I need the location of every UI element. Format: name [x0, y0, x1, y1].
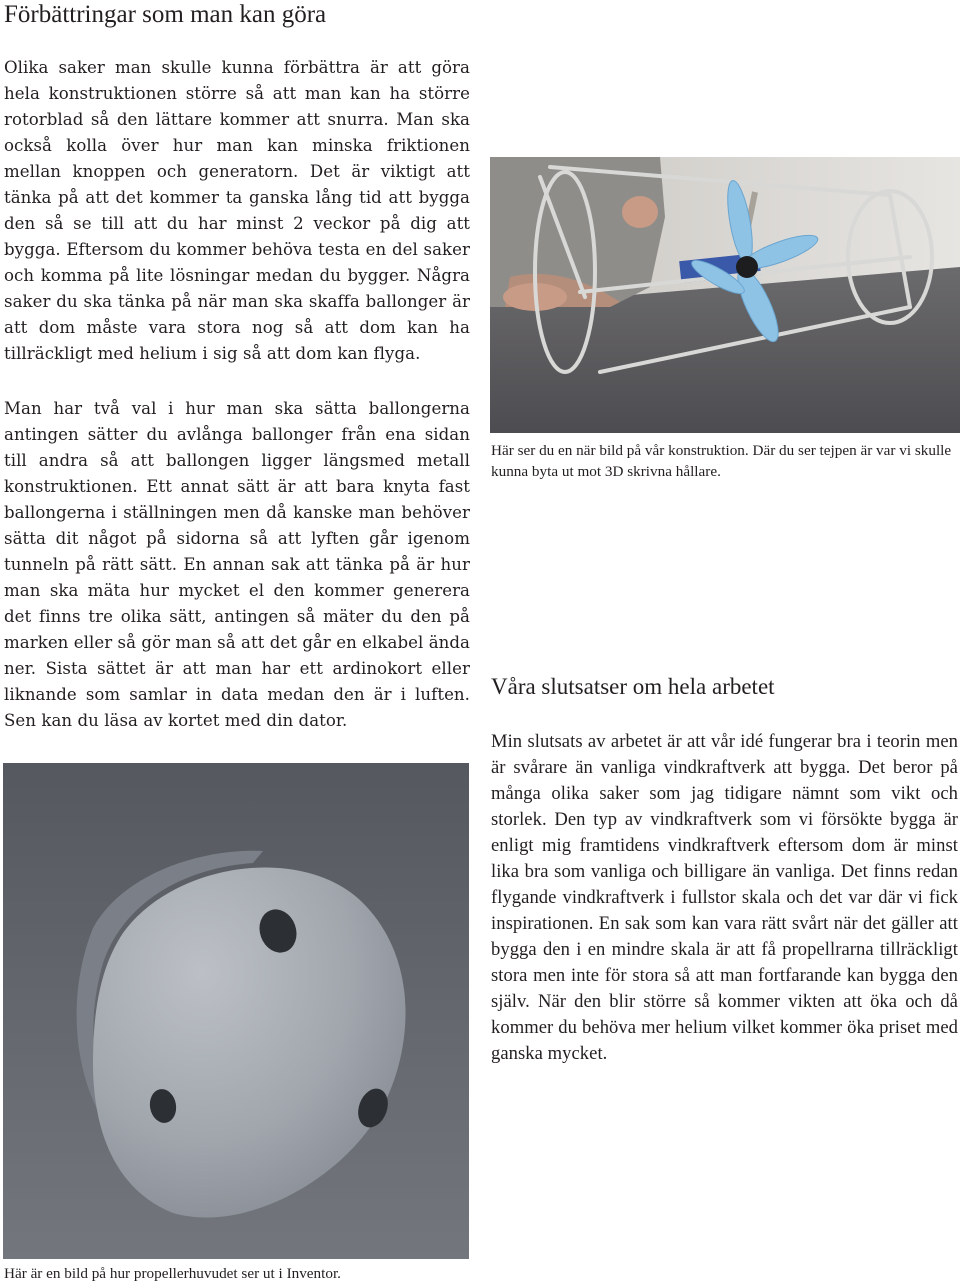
body-paragraph-improvements: Olika saker man skulle kunna förbättra är att göra hela konstruktionen större så att man kan ha större rotorblad så den lättare kommer att snurra. Man ska också kolla över hur man kan minska friktionen mellan knoppen och generatorn. Det är viktigt att tänka på att det kommer ta ganska lång tid att bygga den så se till att du har minst 2 veckor på dig att bygga. Eftersom du kommer behöva testa en del saker och komma på lite lösningar medan du bygger. Några saker du ska tänka på när man ska skaffa ballonger är att dom måste vara stora nog så att dom kan ha tillräckligt med helium i sig så att dom kan flyga. — [4, 58, 470, 363]
construction-photo — [490, 157, 960, 433]
propeller-head-render — [3, 763, 469, 1259]
body-paragraph-conclusions: Min slutsats av arbetet är att vår idé fungerar bra i teorin men är svårare än vanliga vindkraftverk att bygga. Det beror på många olika saker som jag tidigare nämnt som vikt och storlek. Den typ av vindkraftverk som vi försökte bygga är enligt mig framtidens vindkraftverk eftersom dom är minst lika bra som vanliga och billigare än vanliga. Det finns redan flygande vindkraftverk i fullstor skala och det var där vi fick inspirationen. En sak som kan vara rätt svårt när det gäller att bygga den i en mindre skala är att få propellrarna tillräckligt stora men inte för stora så att man fortfarande kan bygga den själv. När den blir större så kommer vikten att öka och då kommer du behöva mer helium vilket kommer öka priset med ganska mycket. — [491, 731, 958, 1064]
section-heading-conclusions: Våra slutsatser om hela arbetet — [491, 674, 775, 699]
page-title: Förbättringar som man kan göra — [4, 1, 327, 28]
render-caption: Här är en bild på hur propellerhuvudet ser ut i Inventor. — [4, 1265, 341, 1282]
photo-caption: Här ser du en när bild på vår konstruktion. Där du ser tejpen är var vi skulle kunna byta ut mot 3D skrivna hållare. — [491, 442, 952, 480]
body-paragraph-balloons: Man har två val i hur man ska sätta ballongerna antingen sätter du avlånga ballonger från ena sidan till andra så att ballongen ligger längsmed metall konstruktionen. Ett annat sätt är att bara knyta fast ballongerna i ställningen men då kanske man behöver sätta dit något på sidorna så att lyften går igenom tunneln på rätt sätt. En annan sak att tänka på är hur man ska mäta hur mycket el den kommer generera det finns tre olika sätt, antingen så mäter du den på marken eller så gör man så att det går en elkabel ända ner. Sista sättet är att man har ett ardinokort eller liknande som samlar in data medan den är i luften. Sen kan du läsa av kortet med din dator. — [4, 399, 470, 730]
